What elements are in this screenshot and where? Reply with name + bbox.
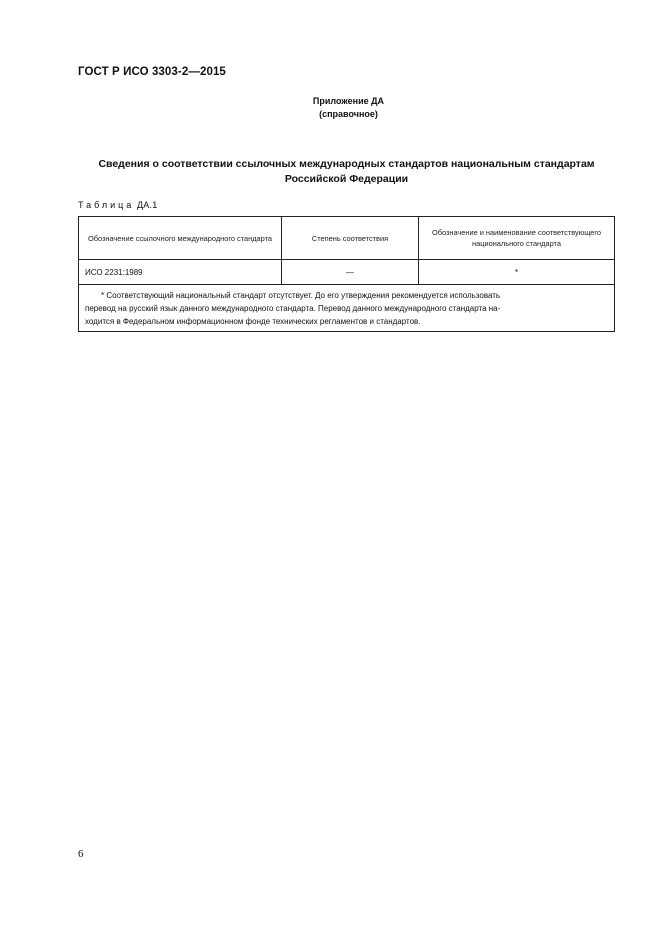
cell-conformity-degree: — bbox=[282, 260, 419, 285]
document-code-header: ГОСТ Р ИСО 3303-2—2015 bbox=[78, 66, 226, 78]
cell-international-standard: ИСО 2231:1989 bbox=[79, 260, 282, 285]
footnote-line-1: * Соответствующий национальный стандарт отсутствует. До его утверждения рекомендуется использовать bbox=[101, 290, 501, 300]
footnote-line-3: ходится в Федеральном информационном фонде технических регламентов и стандартов. bbox=[85, 316, 421, 326]
appendix-title: Приложение ДА bbox=[312, 96, 385, 106]
table-footnote-row bbox=[79, 285, 615, 332]
page-number: 6 bbox=[78, 848, 84, 860]
table-footnote bbox=[79, 285, 615, 332]
section-title-line-1: Сведения о соответствии ссылочных международных стандартов национальным стандартам bbox=[98, 158, 595, 170]
appendix-subtitle: (справочное) bbox=[319, 109, 378, 119]
table-label-word: Таблица bbox=[78, 200, 135, 210]
appendix-heading bbox=[0, 95, 661, 121]
footnote-line-2: перевод на русский язык данного международного стандарта. Перевод данного международного стандарта на- bbox=[85, 303, 501, 313]
table-label-id: ДА.1 bbox=[137, 200, 158, 210]
cell-national-standard: * bbox=[419, 260, 615, 285]
table-header-row bbox=[79, 217, 615, 260]
table-label bbox=[78, 200, 157, 210]
header-national-standard: Обозначение и наименование соответствующего национального стандарта bbox=[419, 217, 615, 260]
table-row bbox=[79, 260, 615, 285]
header-conformity-degree: Степень соответствия bbox=[282, 217, 419, 260]
reference-standards-table bbox=[78, 216, 615, 332]
section-title bbox=[78, 157, 615, 187]
header-international-standard: Обозначение ссылочного международного стандарта bbox=[79, 217, 282, 260]
section-title-line-2: Российской Федерации bbox=[284, 173, 409, 185]
